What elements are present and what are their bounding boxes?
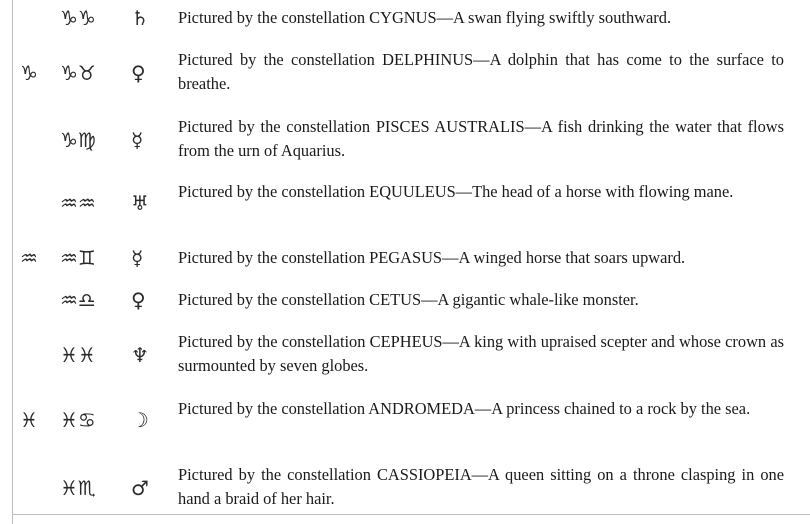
sub-sign-glyphs: ♒♊ [60,246,96,270]
constellation-description: Pictured by the constellation CASSIOPEIA—A queen sitting on a throne clasping in one hand a braid of her hair. [178,465,784,508]
constellation-description: Pictured by the constellation EQUULEUS—The head of a horse with flowing mane. [178,182,734,201]
constellation-description: Pictured by the constellation PEGASUS—A winged horse that soars upward. [178,248,686,267]
planet-glyph: ♀ [131,61,146,85]
sub-sign-glyphs: ♓♓ [60,343,96,367]
constellation-description: Pictured by the constellation ANDROMEDA—A princess chained to a rock by the sea. [178,399,751,418]
planet-glyph: ♀ [131,288,146,312]
sub-sign-glyphs: ♑♑ [60,6,96,30]
planet-glyph: ♂ [131,476,149,500]
sub-sign-glyphs: ♑♍ [60,128,96,152]
decan-sign-glyph: ♒ [20,246,38,270]
constellation-description: Pictured by the constellation PISCES AUSTRALIS—A fish drinking the water that flows from the urn of Aquarius. [178,117,784,160]
sub-sign-glyphs: ♒♒ [60,191,96,215]
constellation-description: Pictured by the constellation CETUS—A gigantic whale-like monster. [178,290,639,309]
decan-sign-glyph: ♑ [20,61,38,85]
constellation-description: Pictured by the constellation CEPHEUS—A king with upraised scepter and whose crown as surmounted by seven globes. [178,332,784,375]
constellation-description: Pictured by the constellation DELPHINUS—A dolphin that has come to the surface to breathe. [178,50,784,93]
planet-glyph: ♆ [131,343,149,367]
planet-glyph: ♅ [131,191,149,215]
sub-sign-glyphs: ♒♎ [60,288,96,312]
planet-glyph: ☿ [131,246,144,270]
planet-glyph: ☽ [131,408,149,432]
planet-glyph: ☿ [131,128,144,152]
sub-sign-glyphs: ♑♉ [60,61,96,85]
decan-sign-glyph: ♓ [20,408,38,432]
sub-sign-glyphs: ♓♋ [60,408,96,432]
planet-glyph: ♄ [131,6,149,30]
left-border-line [12,0,13,524]
sub-sign-glyphs: ♓♏ [60,476,96,500]
constellation-description: Pictured by the constellation CYGNUS—A swan flying swiftly southward. [178,8,672,27]
bottom-border-line [12,514,810,515]
